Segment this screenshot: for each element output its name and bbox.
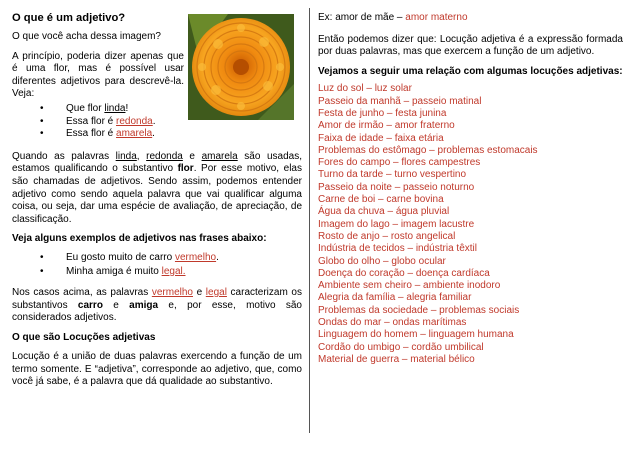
list-item: • Essa flor é amarela. (40, 128, 155, 140)
cases-paragraph: Nos casos acima, as palavras vermelho e legal caracterizam os substantivos carro e amiga e, por esse, motivo são considerados adjetivos. (12, 286, 302, 324)
bullet-icon: • (40, 265, 44, 277)
list-item: Faixa de idade – faixa etária (318, 132, 444, 144)
list-item: Passeio da manhã – passeio matinal (318, 95, 482, 107)
list-item: Fores do campo – flores campestres (318, 157, 481, 169)
adjective-examples-list-1 (12, 103, 302, 141)
adjective-word: legal. (161, 265, 186, 277)
question-text: O que você acha dessa imagem? (12, 31, 161, 42)
list-item: Cordão do umbigo – cordão umbilical (318, 341, 484, 353)
list-item: Carne de boi – carne bovina (318, 194, 444, 206)
list-item: • Que flor linda! (40, 102, 129, 114)
list-item: Rosto de anjo – rosto angelical (318, 230, 456, 242)
adjective-word: linda (104, 102, 126, 114)
adjective-word: amarela (116, 128, 153, 140)
list-item: • Eu gosto muito de carro vermelho. (40, 251, 219, 263)
right-column (318, 12, 623, 366)
adjective-word: vermelho (174, 251, 217, 263)
list-item: Ambiente sem cheiro – ambiente inodoro (318, 280, 501, 292)
example-line: Ex: amor de mãe – amor materno (318, 12, 468, 23)
list-item: • Essa flor é redonda. (40, 115, 156, 127)
bullet-icon: • (40, 251, 44, 263)
adjective-word: redonda (116, 115, 153, 127)
list-item: Linguagem do homem – linguagem humana (318, 329, 514, 341)
locucoes-list (318, 83, 623, 366)
left-column (12, 12, 302, 389)
list-item: • Minha amiga é muito legal. (40, 265, 186, 277)
bullet-icon: • (40, 115, 44, 127)
title-adjective: O que é um adjetivo? (12, 12, 126, 24)
adjective-examples-list-2 (12, 251, 302, 279)
list-item: Amor de irmão – amor fraterno (318, 120, 455, 132)
bullet-icon: • (40, 128, 44, 140)
column-divider (309, 8, 310, 433)
intro-paragraph: A princípio, poderia dizer apenas que é uma flor, mas é possível usar diferentes adjetivos para descrevê-la. Veja: (12, 50, 184, 100)
list-heading: Vejamos a seguir uma relação com algumas locuções adjetivas: (318, 65, 623, 77)
list-item: Imagem do lago – imagem lacustre (318, 218, 475, 230)
list-item: Problemas do estômago – problemas estomacais (318, 144, 538, 156)
list-item: Festa de junho – festa junina (318, 107, 447, 119)
list-item: Alegria da família – alegria familiar (318, 292, 472, 304)
bullet-icon: • (40, 102, 44, 114)
list-item: Ondas do mar – ondas marítimas (318, 317, 467, 329)
list-item: Passeio da noite – passeio noturno (318, 181, 475, 193)
definition-paragraph: Então podemos dizer que: Locução adjetiva é a expressão formada por duas palavras, mas que exercem a função de um adjetivo. (318, 33, 623, 58)
list-item: Luz do sol – luz solar (318, 83, 412, 95)
locucao-definition: Locução é a união de duas palavras exercendo a função de um termo somente. E “adjetiva”, corresponde ao adjetivo, que, como você já sabe, é a palavra que dá qualidade ao substantivo. (12, 351, 302, 388)
list-item: Indústria de tecidos – indústria têxtil (318, 243, 477, 255)
list-item: Globo do olho – globo ocular (318, 255, 446, 267)
list-item: Material de guerra – material bélico (318, 353, 475, 365)
locucoes-heading: O que são Locuções adjetivas (12, 331, 156, 343)
explanation-paragraph: Quando as palavras linda, redonda e amarela são usadas, estamos qualificando o substantivo flor. Por esse motivo, elas são chamadas de adjetivos. Sendo assim, podemos entender adjetivo como sendo aquela palavra que vai qualificar alguma coisa, ou seja, dar uma espécie de avaliação, de apreciação, de classificação. (12, 150, 302, 225)
list-item: Doença do coração – doença cardíaca (318, 267, 490, 279)
examples-heading: Veja alguns exemplos de adjetivos nas frases abaixo: (12, 233, 267, 245)
list-item: Problemas da sociedade – problemas sociais (318, 304, 520, 316)
list-item: Turno da tarde – turno vespertino (318, 169, 467, 181)
list-item: Água da chuva – água pluvial (318, 206, 450, 218)
